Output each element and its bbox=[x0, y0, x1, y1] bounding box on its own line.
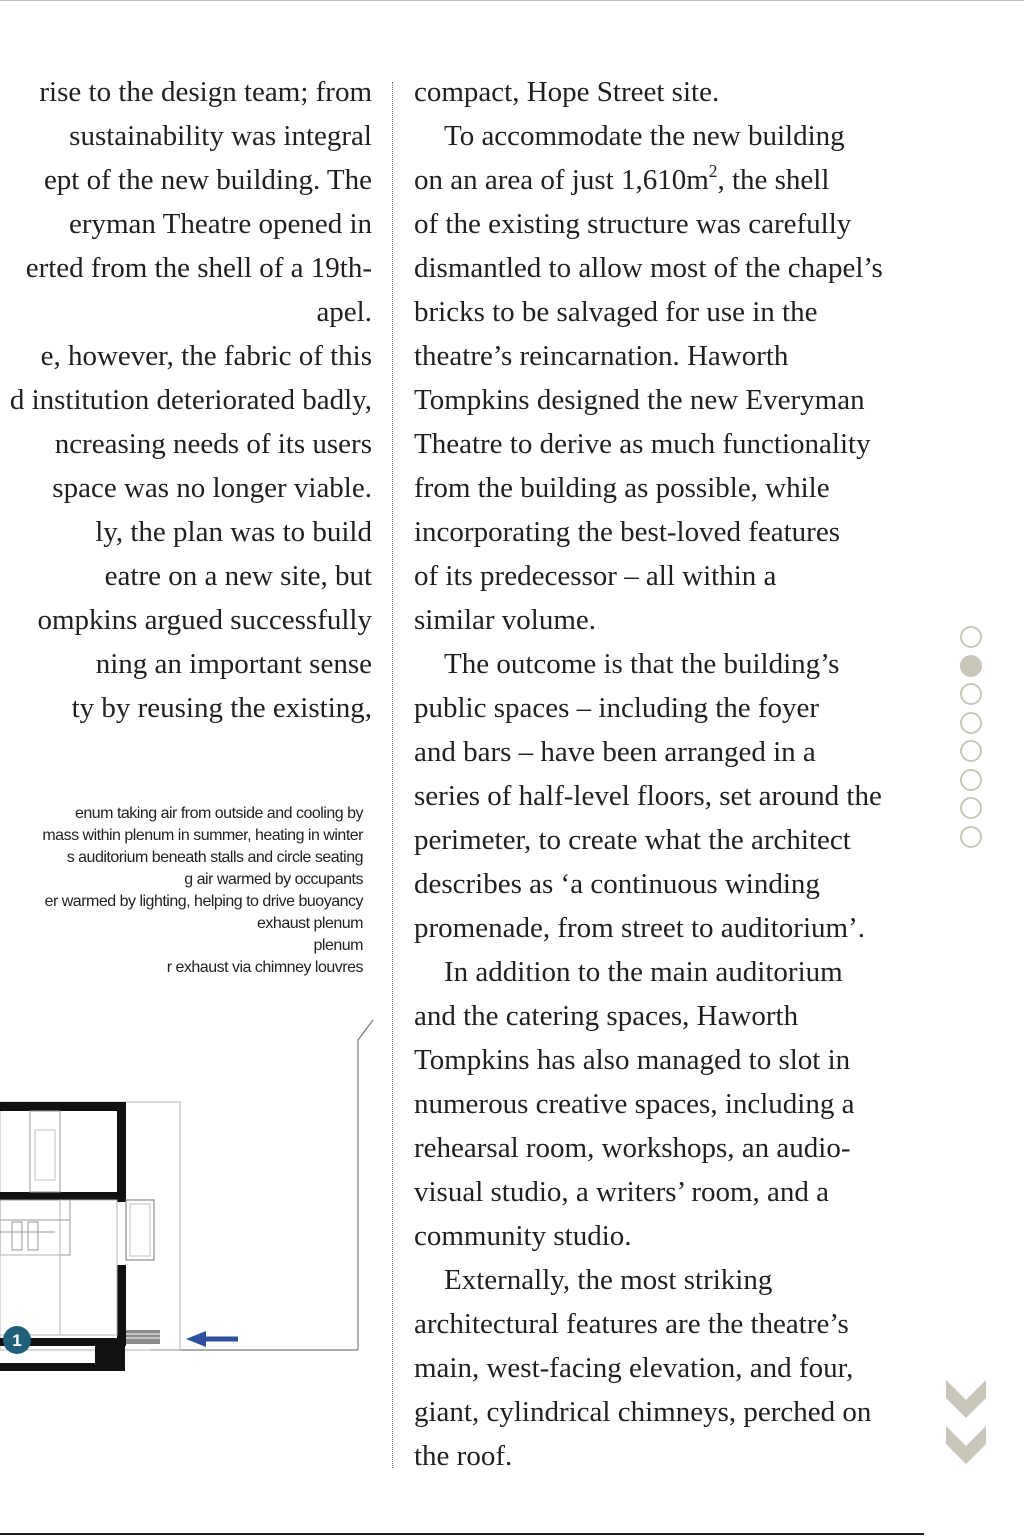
legend-item: g air warmed by occupants bbox=[184, 871, 363, 888]
left-text-line: rise to the design team; from bbox=[39, 76, 372, 108]
area-text: on an area of just 1,610m bbox=[414, 164, 709, 196]
chevron-down-icon bbox=[946, 1380, 986, 1418]
lower-room bbox=[0, 1255, 60, 1335]
left-text-line: ncreasing needs of its users bbox=[54, 428, 372, 460]
article-line: similar volume. bbox=[414, 604, 597, 636]
article-line: theatre’s reincarnation. Haworth bbox=[414, 340, 789, 372]
left-text-line: d institution deteriorated badly, bbox=[9, 384, 372, 416]
bottom-rule bbox=[0, 1533, 924, 1535]
article-line: Theatre to derive as much functionality bbox=[414, 428, 871, 460]
left-text-line: ty by reusing the existing, bbox=[71, 692, 372, 724]
page-dot-8[interactable] bbox=[960, 826, 982, 848]
article-line: Externally, the most striking bbox=[444, 1264, 773, 1296]
article-text: , the shell bbox=[717, 164, 830, 196]
lower-wall bbox=[117, 1265, 126, 1345]
left-text-line: eatre on a new site, but bbox=[104, 560, 372, 592]
article-line: The outcome is that the building’s bbox=[444, 648, 840, 680]
legend-item: exhaust plenum bbox=[257, 915, 363, 932]
interior-door bbox=[35, 1130, 55, 1180]
left-text-line: ly, the plan was to build bbox=[95, 516, 372, 548]
page-dot-7[interactable] bbox=[960, 797, 982, 819]
chevron-down-icon bbox=[946, 1426, 986, 1464]
basement-slab bbox=[0, 1363, 100, 1371]
article-line: dismantled to allow most of the chapel’s bbox=[414, 252, 883, 284]
left-text-line: space was no longer viable. bbox=[52, 472, 372, 504]
article-line: To accommodate the new building bbox=[444, 120, 845, 152]
article-line: incorporating the best-loved features bbox=[414, 516, 840, 548]
page-dot-5[interactable] bbox=[960, 740, 982, 762]
article-line: and the catering spaces, Haworth bbox=[414, 1000, 799, 1032]
left-text-line: erted from the shell of a 19th- bbox=[25, 252, 372, 284]
left-text-line: ning an important sense bbox=[95, 648, 372, 680]
article-line: visual studio, a writers’ room, and a bbox=[414, 1176, 830, 1208]
page-dot-2[interactable] bbox=[960, 655, 982, 677]
article-line: perimeter, to create what the architect bbox=[414, 824, 851, 856]
top-rule bbox=[0, 0, 1024, 1]
article-line: main, west-facing elevation, and four, bbox=[414, 1352, 854, 1384]
page-dot-4[interactable] bbox=[960, 712, 982, 734]
left-text-line: ept of the new building. The bbox=[43, 164, 372, 196]
area-superscript: 2 bbox=[708, 160, 718, 181]
left-text-line: e, however, the fabric of this bbox=[40, 340, 372, 372]
article-line: the roof. bbox=[414, 1440, 513, 1472]
diagram-marker-label: 1 bbox=[12, 1331, 22, 1350]
article-line: In addition to the main auditorium bbox=[444, 956, 843, 988]
article-line: giant, cylindrical chimneys, perched on bbox=[414, 1396, 872, 1428]
roof-slab bbox=[0, 1102, 126, 1111]
article-line: promenade, from street to auditorium’. bbox=[414, 912, 865, 944]
article-line: and bars – have been arranged in a bbox=[414, 736, 816, 768]
entrance-steps bbox=[126, 1330, 160, 1344]
legend-item: s auditorium beneath stalls and circle seating bbox=[66, 849, 363, 866]
article-line: describes as ‘a continuous winding bbox=[414, 868, 820, 900]
article-line: numerous creative spaces, including a bbox=[414, 1088, 855, 1120]
legend-item: plenum bbox=[313, 937, 363, 954]
airflow-arrow-icon bbox=[186, 1331, 206, 1347]
article-line: Tompkins has also managed to slot in bbox=[414, 1044, 851, 1076]
stage-element bbox=[28, 1222, 38, 1250]
page-dot-6[interactable] bbox=[960, 769, 982, 791]
site-boundary bbox=[0, 1102, 180, 1350]
double-chevron-down-icon[interactable] bbox=[940, 1376, 992, 1476]
legend-item: r exhaust via chimney louvres bbox=[166, 959, 363, 976]
diagram-legend bbox=[0, 803, 392, 993]
page-dot-1[interactable] bbox=[960, 626, 982, 648]
building-section-diagram bbox=[0, 1010, 392, 1390]
article-line: rehearsal room, workshops, an audio- bbox=[414, 1132, 851, 1164]
legend-item: er warmed by lighting, helping to drive buoyancy bbox=[44, 893, 363, 910]
diagram-outline bbox=[358, 1020, 373, 1350]
article-line: bricks to be salvaged for use in the bbox=[414, 296, 818, 328]
article-line: of the existing structure was carefully bbox=[414, 208, 852, 240]
column-divider bbox=[392, 82, 393, 1468]
legend-item: mass within plenum in summer, heating in winter bbox=[42, 827, 363, 844]
article-line: from the building as possible, while bbox=[414, 472, 830, 504]
left-text-line: ompkins argued successfully bbox=[37, 604, 372, 636]
left-article-column bbox=[0, 70, 392, 730]
article-line: series of half-level floors, set around the bbox=[414, 780, 882, 812]
legend-item: enum taking air from outside and cooling by bbox=[74, 805, 363, 822]
upper-wall bbox=[117, 1102, 126, 1202]
mid-floor-slab bbox=[0, 1192, 126, 1200]
page-indicator bbox=[958, 626, 988, 856]
stage-element bbox=[12, 1222, 22, 1250]
canopy-glazing bbox=[130, 1204, 150, 1256]
left-text-line: sustainability was integral bbox=[69, 120, 372, 152]
article-line: public spaces – including the foyer bbox=[414, 692, 820, 724]
article-line bbox=[414, 158, 934, 202]
article-line: of its predecessor – all within a bbox=[414, 560, 777, 592]
left-text-line: eryman Theatre opened in bbox=[68, 208, 372, 240]
page-dot-3[interactable] bbox=[960, 683, 982, 705]
article-line: architectural features are the theatre’s bbox=[414, 1308, 849, 1340]
article-line: compact, Hope Street site. bbox=[414, 76, 720, 108]
right-article-column bbox=[414, 70, 934, 1478]
left-text-line: apel. bbox=[316, 296, 372, 328]
article-line: community studio. bbox=[414, 1220, 632, 1252]
article-line: Tompkins designed the new Everyman bbox=[414, 384, 865, 416]
